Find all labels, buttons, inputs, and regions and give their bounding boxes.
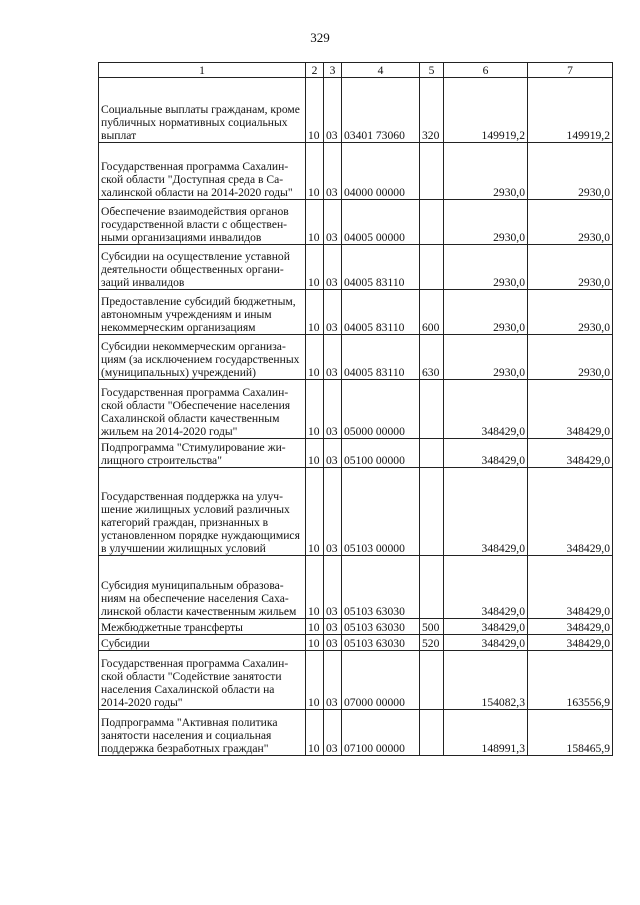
section-code: 10 <box>306 468 324 556</box>
header-cell: 7 <box>528 63 613 78</box>
table-row <box>99 290 613 335</box>
section-code: 10 <box>306 651 324 710</box>
amount-col7: 348429,0 <box>528 439 613 468</box>
row-name: Социальные выплаты гражданам, кроме публичных нормативных социальных выплат <box>99 78 306 143</box>
expense-type-code <box>420 651 444 710</box>
target-article-code: 04005 83110 <box>342 290 420 335</box>
expense-type-code: 320 <box>420 78 444 143</box>
expense-type-code <box>420 380 444 439</box>
section-code: 10 <box>306 439 324 468</box>
amount-col7: 348429,0 <box>528 468 613 556</box>
row-name: Государственная программа Сахалинской области "Доступная среда в Сахалинской области на 2014-2020 годы" <box>99 143 306 200</box>
target-article-code: 05103 63030 <box>342 556 420 619</box>
header-cell: 4 <box>342 63 420 78</box>
page-number: 329 <box>310 30 330 45</box>
row-name: Межбюджетные трансферты <box>99 619 306 635</box>
amount-col6: 348429,0 <box>444 380 528 439</box>
subsection-code: 03 <box>324 651 342 710</box>
amount-col6: 2930,0 <box>444 290 528 335</box>
amount-col7: 348429,0 <box>528 619 613 635</box>
section-code: 10 <box>306 78 324 143</box>
row-name: Государственная поддержка на улучшение жилищных условий различных категорий граждан, признанных в установленном порядке нуждающимися в улучшении жилищных условий <box>99 468 306 556</box>
section-code: 10 <box>306 143 324 200</box>
budget-table <box>98 62 613 756</box>
table-row <box>99 143 613 200</box>
subsection-code: 03 <box>324 439 342 468</box>
amount-col7: 149919,2 <box>528 78 613 143</box>
amount-col6: 348429,0 <box>444 439 528 468</box>
subsection-code: 03 <box>324 143 342 200</box>
amount-col6: 148991,3 <box>444 710 528 756</box>
section-code: 10 <box>306 556 324 619</box>
target-article-code: 05000 00000 <box>342 380 420 439</box>
expense-type-code <box>420 439 444 468</box>
section-code: 10 <box>306 710 324 756</box>
subsection-code: 03 <box>324 556 342 619</box>
header-cell: 3 <box>324 63 342 78</box>
target-article-code: 04005 00000 <box>342 200 420 245</box>
amount-col7: 163556,9 <box>528 651 613 710</box>
amount-col6: 149919,2 <box>444 78 528 143</box>
amount-col7: 158465,9 <box>528 710 613 756</box>
amount-col6: 348429,0 <box>444 619 528 635</box>
section-code: 10 <box>306 635 324 651</box>
expense-type-code <box>420 200 444 245</box>
amount-col7: 2930,0 <box>528 335 613 380</box>
amount-col6: 348429,0 <box>444 556 528 619</box>
expense-type-code <box>420 468 444 556</box>
target-article-code: 07100 00000 <box>342 710 420 756</box>
row-name: Субсидии некоммерческим организациям (за исключением государственных (муниципальных) учреждений) <box>99 335 306 380</box>
target-article-code: 05103 00000 <box>342 468 420 556</box>
target-article-code: 04005 83110 <box>342 245 420 290</box>
amount-col6: 2930,0 <box>444 143 528 200</box>
table-row <box>99 78 613 143</box>
row-name: Подпрограмма "Стимулирование жилищного строительства" <box>99 439 306 468</box>
row-name: Государственная программа Сахалинской области "Обеспечение населения Сахалинской области качественным жильем на 2014-2020 годы" <box>99 380 306 439</box>
table-row <box>99 635 613 651</box>
amount-col6: 2930,0 <box>444 200 528 245</box>
amount-col7: 2930,0 <box>528 200 613 245</box>
section-code: 10 <box>306 380 324 439</box>
amount-col7: 348429,0 <box>528 635 613 651</box>
table-row <box>99 245 613 290</box>
target-article-code: 03401 73060 <box>342 78 420 143</box>
amount-col6: 154082,3 <box>444 651 528 710</box>
amount-col7: 2930,0 <box>528 245 613 290</box>
subsection-code: 03 <box>324 200 342 245</box>
expense-type-code <box>420 143 444 200</box>
amount-col6: 348429,0 <box>444 635 528 651</box>
amount-col7: 2930,0 <box>528 290 613 335</box>
subsection-code: 03 <box>324 635 342 651</box>
table-row <box>99 439 613 468</box>
table-row <box>99 619 613 635</box>
subsection-code: 03 <box>324 710 342 756</box>
row-name: Предоставление субсидий бюджетным, автономным учреждениям и иным некоммерческим организациям <box>99 290 306 335</box>
expense-type-code: 520 <box>420 635 444 651</box>
target-article-code: 05103 63030 <box>342 635 420 651</box>
target-article-code: 05103 63030 <box>342 619 420 635</box>
subsection-code: 03 <box>324 245 342 290</box>
section-code: 10 <box>306 290 324 335</box>
amount-col7: 348429,0 <box>528 380 613 439</box>
table-row <box>99 556 613 619</box>
row-name: Субсидия муниципальным образованиям на обеспечение населения Сахалинской области качественным жильем <box>99 556 306 619</box>
expense-type-code: 500 <box>420 619 444 635</box>
amount-col6: 2930,0 <box>444 335 528 380</box>
header-cell: 1 <box>99 63 306 78</box>
header-cell: 5 <box>420 63 444 78</box>
table-row <box>99 200 613 245</box>
target-article-code: 07000 00000 <box>342 651 420 710</box>
subsection-code: 03 <box>324 380 342 439</box>
amount-col6: 2930,0 <box>444 245 528 290</box>
expense-type-code <box>420 245 444 290</box>
row-name: Государственная программа Сахалинской области "Содействие занятости населения Сахалинской области на 2014-2020 годы" <box>99 651 306 710</box>
section-code: 10 <box>306 200 324 245</box>
amount-col6: 348429,0 <box>444 468 528 556</box>
table-row <box>99 380 613 439</box>
subsection-code: 03 <box>324 335 342 380</box>
table-row <box>99 651 613 710</box>
expense-type-code <box>420 556 444 619</box>
table-header-row <box>99 63 613 78</box>
amount-col7: 348429,0 <box>528 556 613 619</box>
subsection-code: 03 <box>324 619 342 635</box>
subsection-code: 03 <box>324 290 342 335</box>
row-name: Обеспечение взаимодействия органов государственной власти с общественными организациями инвалидов <box>99 200 306 245</box>
row-name: Субсидии на осуществление уставной деятельности общественных организаций инвалидов <box>99 245 306 290</box>
table-row <box>99 468 613 556</box>
target-article-code: 05100 00000 <box>342 439 420 468</box>
header-cell: 6 <box>444 63 528 78</box>
table-row <box>99 335 613 380</box>
expense-type-code <box>420 710 444 756</box>
table-row <box>99 710 613 756</box>
subsection-code: 03 <box>324 78 342 143</box>
section-code: 10 <box>306 335 324 380</box>
amount-col7: 2930,0 <box>528 143 613 200</box>
row-name: Субсидии <box>99 635 306 651</box>
subsection-code: 03 <box>324 468 342 556</box>
section-code: 10 <box>306 619 324 635</box>
header-cell: 2 <box>306 63 324 78</box>
row-name: Подпрограмма "Активная политика занятости населения и социальная поддержка безработных граждан" <box>99 710 306 756</box>
expense-type-code: 630 <box>420 335 444 380</box>
target-article-code: 04000 00000 <box>342 143 420 200</box>
section-code: 10 <box>306 245 324 290</box>
expense-type-code: 600 <box>420 290 444 335</box>
target-article-code: 04005 83110 <box>342 335 420 380</box>
